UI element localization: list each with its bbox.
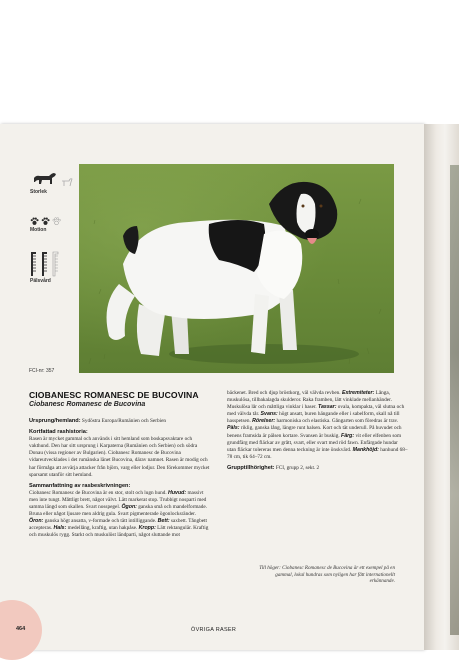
breed-subtitle: Ciobanesc Romanesc de Bucovina [29, 401, 146, 408]
history-heading: Kortfattad rashistoria: [29, 429, 88, 436]
history-text: Rasen är mycket gammal och används i sitt hemland som boskapsvaktare och vakthund. Den har sitt ursprung i Karpaterna (Rumänien och Serbien) och södra Donau (vissa regioner av Bulgarien). Ciobanesc Romanesc de Bucovina vidareutvecklades i det rumänska länet Bucovina, därav namnet. Rasen är modig och har förmåga att avvärja attacker från björn, varg eller lodjur. Den förekommer mycket sparsamt utanför sitt hemland. [29, 436, 210, 478]
key-hals: Hals: [53, 525, 67, 532]
summary-text [29, 490, 210, 540]
size-icons [30, 166, 80, 188]
motion-icons [30, 214, 80, 226]
comb-outline-icon [52, 251, 61, 277]
text-svans: högt ansatt, buren hängande eller i sabelform, skall nå till hasspetsen. [227, 411, 400, 425]
key-rorelser: Rörelser: [252, 418, 276, 425]
text-column-left [29, 418, 210, 540]
text-kropp: Lätt rektangulär. Kraftig och muskulös rygg. Starkt och muskulöst ländparti, något sluttande mot [29, 525, 209, 539]
key-kropp: Kropp: [138, 525, 156, 532]
paw-print-icon [30, 217, 39, 226]
paw-print-outline-icon [52, 217, 61, 226]
paw-print-icon [41, 217, 50, 226]
key-mankhojd: Mankhöjd: [352, 446, 379, 453]
summary-heading: Sammanfattning av rasbeskrivningen: [29, 482, 131, 489]
key-huvud: Huvud: [168, 489, 187, 496]
summary-intro: Ciobanesc Romanesc de Bucovina är en stor, stolt och lugn hund. [29, 489, 167, 496]
key-farg: Färg: [341, 432, 355, 439]
key-pals: Päls: [227, 425, 240, 432]
fci-number: FCI-nr: 357 [29, 368, 55, 374]
motion-indicator [30, 214, 80, 233]
blank-top-area [0, 0, 459, 124]
motion-label: Motion [30, 227, 47, 233]
origin-key: Ursprung/hemland: [29, 418, 81, 424]
text-start: bäckenet. Bred och djup bröstkorg, väl välvda revben. [227, 390, 341, 396]
key-extremiteter: Extremiteter: [341, 390, 375, 396]
text-extremiteter: Långa, muskulösa, tillbakalagda skulderor. Raka framben, lätt vinklade mellanhänder. Muskulösa lår och måttliga vinklar i haser. [227, 390, 392, 411]
origin-paragraph [29, 418, 210, 425]
key-tassar: Tassar: [317, 404, 337, 411]
text-tassar: ovala, kompakta, väl slutna och med välvda tår. [227, 404, 405, 418]
text-farg: vit eller elfenben som grundfärg med fläckar av grått, svart, eller svart med röd fawn. Enfärgade hundar utan fläckar tolereras men denna teckning är inte önskvärd. [227, 432, 402, 453]
text-bett: saxbett. Tångbett accepteras. [29, 518, 207, 532]
text-hals: medellång, kraftig, utan hakpåse. [66, 525, 138, 532]
size-label: Storlek [30, 189, 47, 195]
grooming-icons [30, 251, 80, 277]
size-indicator [30, 166, 80, 195]
text-mankhojd: hanhund 68–78 cm, tik 64–72 cm. [227, 446, 408, 460]
key-ogon: Ögon: [121, 504, 137, 511]
group-key: Grupptillhörighet: [227, 464, 275, 471]
text-column-right [227, 390, 408, 472]
text-pals: riklig, ganska lång, längre runt halsen. Kort och tät underull. På huvudet och benens framsida är pälsen kortare. Svansen är buskig. [227, 425, 402, 439]
small-dog-outline-icon [61, 174, 73, 188]
key-oron: Öron: [29, 518, 44, 525]
group-value: FCI, grupp 2, sekt. 2 [274, 464, 320, 471]
grooming-indicator [30, 251, 80, 284]
breed-title: CIOBANESC ROMANESC DE BUCOVINA [29, 390, 199, 400]
photo-caption: Till höger: Ciobanesc Romanesc de Bucovina är ett exempel på en gammal, lokal hundras som nyligen har fått internationellt erkännande. [259, 565, 395, 585]
page-number: 464 [16, 626, 26, 632]
group-paragraph [227, 465, 408, 472]
key-svans: Svans: [260, 411, 278, 418]
next-page-edge [450, 165, 459, 635]
comb-icon [41, 251, 50, 277]
text-ogon: ganska små och mandelformade. Bruna eller något ljusare men aldrig gula. Svart pigmenterade ögonlocksränder. [29, 504, 208, 518]
dog-photo [79, 164, 394, 373]
text-oron: ganska högt ansatta, v-formade och tätt intilliggande. [43, 518, 157, 525]
dog-photo-illustration [79, 164, 394, 373]
text-huvud: massivt men inte tungt. Måttligt brett, något välvt. Lätt markerat stop. Trubbigt nosparti med samma längd som skallen. Svart nosspegel. [29, 489, 207, 511]
grooming-label: Pälsvård [30, 278, 51, 284]
dog-silhouette-icon [30, 170, 60, 188]
standard-continued [227, 390, 408, 461]
text-rorelser: harmoniska och elastiska. Gångarten som föredras är trav. [275, 418, 399, 425]
comb-icon [30, 251, 39, 277]
key-bett: Bett: [157, 518, 170, 525]
section-footer: ÖVRIGA RASER [191, 627, 237, 633]
origin-value: Sydöstra Europa/Rumänien och Serbien [80, 418, 167, 424]
